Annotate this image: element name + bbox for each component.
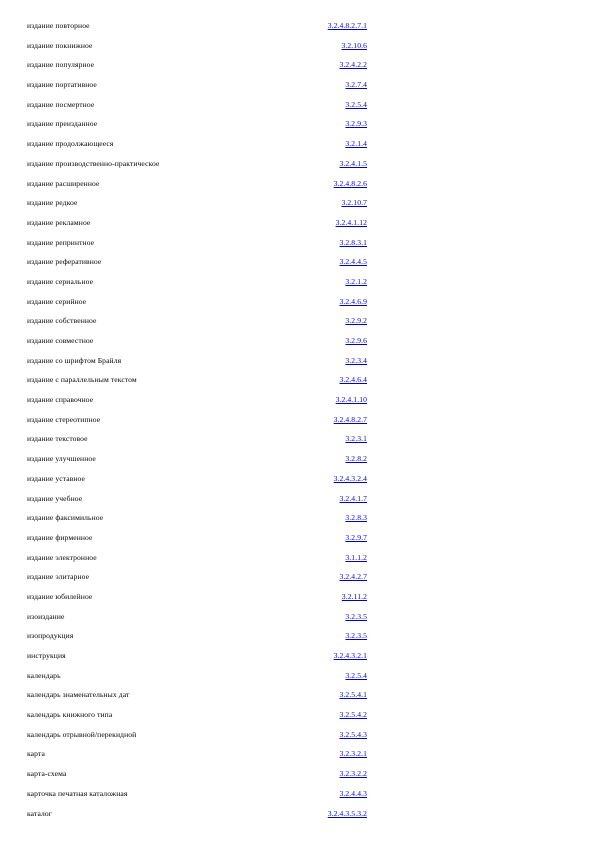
index-entry bbox=[27, 804, 367, 824]
clause-reference-link[interactable]: 3.2.4.3.5.3.2 bbox=[327, 808, 367, 818]
index-entry bbox=[27, 449, 367, 469]
index-entry bbox=[27, 429, 367, 449]
index-term: изоиздание bbox=[27, 611, 65, 621]
clause-reference-link[interactable]: 3.2.5.4 bbox=[345, 670, 367, 680]
index-entry bbox=[27, 508, 367, 528]
index-entry bbox=[27, 489, 367, 509]
index-entry bbox=[27, 292, 367, 312]
clause-reference-link[interactable]: 3.2.3.5 bbox=[345, 631, 367, 641]
index-entry bbox=[27, 233, 367, 253]
index-term: издание текстовое bbox=[27, 434, 88, 444]
clause-reference-link[interactable]: 3.2.7.4 bbox=[345, 80, 367, 90]
clause-reference-link[interactable]: 3.2.8.3.1 bbox=[339, 237, 367, 247]
index-term: календарь знаменательных дат bbox=[27, 690, 130, 700]
index-term: издание продолжающееся bbox=[27, 139, 114, 149]
index-entry bbox=[27, 134, 367, 154]
index-term: издание улучшенное bbox=[27, 454, 96, 464]
clause-reference-link[interactable]: 3.2.4.2.2 bbox=[339, 60, 367, 70]
clause-reference-link[interactable]: 3.2.5.4.3 bbox=[339, 729, 367, 739]
index-term: издание рекламное bbox=[27, 217, 91, 227]
index-term: изопродукция bbox=[27, 631, 74, 641]
index-entry bbox=[27, 370, 367, 390]
index-term: издание со шрифтом Брайля bbox=[27, 355, 122, 365]
clause-reference-link[interactable]: 3.2.3.2.1 bbox=[339, 749, 367, 759]
index-term: издание учебное bbox=[27, 493, 83, 503]
clause-reference-link[interactable]: 3.2.3.1 bbox=[345, 434, 367, 444]
index-entry bbox=[27, 764, 367, 784]
clause-reference-link[interactable]: 3.2.3.2.2 bbox=[339, 769, 367, 779]
index-term: издание редкое bbox=[27, 198, 78, 208]
index-entry bbox=[27, 607, 367, 627]
index-term: издание стереотипное bbox=[27, 414, 101, 424]
index-entry bbox=[27, 95, 367, 115]
index-entry bbox=[27, 410, 367, 430]
index-term: издание электронное bbox=[27, 552, 97, 562]
index-entry bbox=[27, 193, 367, 213]
index-entry bbox=[27, 685, 367, 705]
clause-reference-link[interactable]: 3.2.4.8.2.7 bbox=[333, 414, 367, 424]
index-entry bbox=[27, 587, 367, 607]
index-entry bbox=[27, 36, 367, 56]
index-entry bbox=[27, 55, 367, 75]
index-entry bbox=[27, 626, 367, 646]
term-index-list bbox=[27, 16, 367, 823]
index-entry bbox=[27, 744, 367, 764]
index-term: издание юбилейное bbox=[27, 591, 93, 601]
index-entry bbox=[27, 311, 367, 331]
index-term: инструкция bbox=[27, 651, 66, 660]
clause-reference-link[interactable]: 3.2.3.4 bbox=[345, 355, 367, 365]
clause-reference-link[interactable]: 3.2.1.2 bbox=[345, 276, 367, 286]
clause-reference-link[interactable]: 3.2.4.4.5 bbox=[339, 257, 367, 267]
index-term: издание преизданное bbox=[27, 119, 98, 129]
clause-reference-link[interactable]: 3.2.5.4.2 bbox=[339, 710, 367, 720]
index-term: издание совместное bbox=[27, 336, 94, 345]
index-term: каталог bbox=[27, 808, 52, 818]
clause-reference-link[interactable]: 3.2.9.6 bbox=[345, 336, 367, 345]
clause-reference-link[interactable]: 3.2.4.1.5 bbox=[339, 158, 367, 168]
clause-reference-link[interactable]: 3.2.4.1.7 bbox=[339, 493, 367, 503]
index-term: издание повторное bbox=[27, 21, 90, 30]
index-entry bbox=[27, 16, 367, 36]
index-term: издание серийное bbox=[27, 296, 87, 306]
index-term: издание элитарное bbox=[27, 572, 90, 582]
clause-reference-link[interactable]: 3.2.10.6 bbox=[341, 40, 367, 50]
clause-reference-link[interactable]: 3.2.4.1.12 bbox=[335, 217, 367, 227]
clause-reference-link[interactable]: 3.2.3.5 bbox=[345, 611, 367, 621]
index-term: издание портативное bbox=[27, 80, 97, 90]
index-term: издание фирменное bbox=[27, 532, 93, 542]
index-term: издание справочное bbox=[27, 395, 94, 405]
clause-reference-link[interactable]: 3.2.4.8.2.6 bbox=[333, 178, 367, 188]
index-entry bbox=[27, 646, 367, 666]
clause-reference-link[interactable]: 3.2.4.6.4 bbox=[339, 375, 367, 385]
index-entry bbox=[27, 390, 367, 410]
index-term: карта-схема bbox=[27, 769, 67, 779]
index-entry bbox=[27, 351, 367, 371]
clause-reference-link[interactable]: 3.2.4.2.7 bbox=[339, 572, 367, 582]
index-term: издание факсимильное bbox=[27, 513, 104, 523]
index-entry bbox=[27, 784, 367, 804]
clause-reference-link[interactable]: 3.2.4.6.9 bbox=[339, 296, 367, 306]
index-term: издание с параллельным текстом bbox=[27, 375, 137, 385]
index-entry bbox=[27, 75, 367, 95]
index-entry bbox=[27, 725, 367, 745]
index-term: издание расширенное bbox=[27, 178, 100, 188]
index-term: календарь книжного типа bbox=[27, 710, 113, 720]
index-term: календарь отрывной/перекидной bbox=[27, 729, 137, 739]
clause-reference-link[interactable]: 3.2.9.2 bbox=[345, 316, 367, 326]
index-term: издание реферативное bbox=[27, 257, 102, 267]
clause-reference-link[interactable]: 3.1.1.2 bbox=[345, 552, 367, 562]
clause-reference-link[interactable]: 3.2.8.2 bbox=[345, 454, 367, 464]
clause-reference-link[interactable]: 3.2.4.3.2.4 bbox=[333, 473, 367, 483]
clause-reference-link[interactable]: 3.2.8.3 bbox=[345, 513, 367, 523]
clause-reference-link[interactable]: 3.2.5.4 bbox=[345, 99, 367, 109]
index-entry bbox=[27, 213, 367, 233]
index-entry bbox=[27, 114, 367, 134]
index-entry bbox=[27, 548, 367, 568]
clause-reference-link[interactable]: 3.2.4.8.2.7.1 bbox=[327, 21, 367, 30]
index-term: издание популярное bbox=[27, 60, 95, 70]
clause-reference-link[interactable]: 3.2.9.7 bbox=[345, 532, 367, 542]
index-term: календарь bbox=[27, 670, 61, 680]
index-entry bbox=[27, 154, 367, 174]
clause-reference-link[interactable]: 3.2.4.4.3 bbox=[339, 788, 367, 798]
index-term: издание производственно-практическое bbox=[27, 158, 160, 168]
index-term: издание собственное bbox=[27, 316, 97, 326]
index-entry bbox=[27, 331, 367, 351]
clause-reference-link[interactable]: 3.2.4.3.2.1 bbox=[333, 651, 367, 660]
clause-reference-link[interactable]: 3.2.9.3 bbox=[345, 119, 367, 129]
index-term: карточка печатная каталожная bbox=[27, 788, 128, 798]
index-entry bbox=[27, 252, 367, 272]
index-entry bbox=[27, 567, 367, 587]
clause-reference-link[interactable]: 3.2.10.7 bbox=[341, 198, 367, 208]
index-term: издание уставное bbox=[27, 473, 86, 483]
index-entry bbox=[27, 528, 367, 548]
index-term: карта bbox=[27, 749, 45, 759]
index-term: издание репринтное bbox=[27, 237, 95, 247]
index-entry bbox=[27, 666, 367, 686]
index-entry bbox=[27, 272, 367, 292]
clause-reference-link[interactable]: 3.2.5.4.1 bbox=[339, 690, 367, 700]
index-entry bbox=[27, 174, 367, 194]
index-term: издание покнижное bbox=[27, 40, 93, 50]
index-entry bbox=[27, 469, 367, 489]
clause-reference-link[interactable]: 3.2.11.2 bbox=[341, 591, 367, 601]
index-term: издание посмертное bbox=[27, 99, 95, 109]
clause-reference-link[interactable]: 3.2.1.4 bbox=[345, 139, 367, 149]
index-entry bbox=[27, 705, 367, 725]
clause-reference-link[interactable]: 3.2.4.1.10 bbox=[335, 395, 367, 405]
index-term: издание сериальное bbox=[27, 276, 94, 286]
